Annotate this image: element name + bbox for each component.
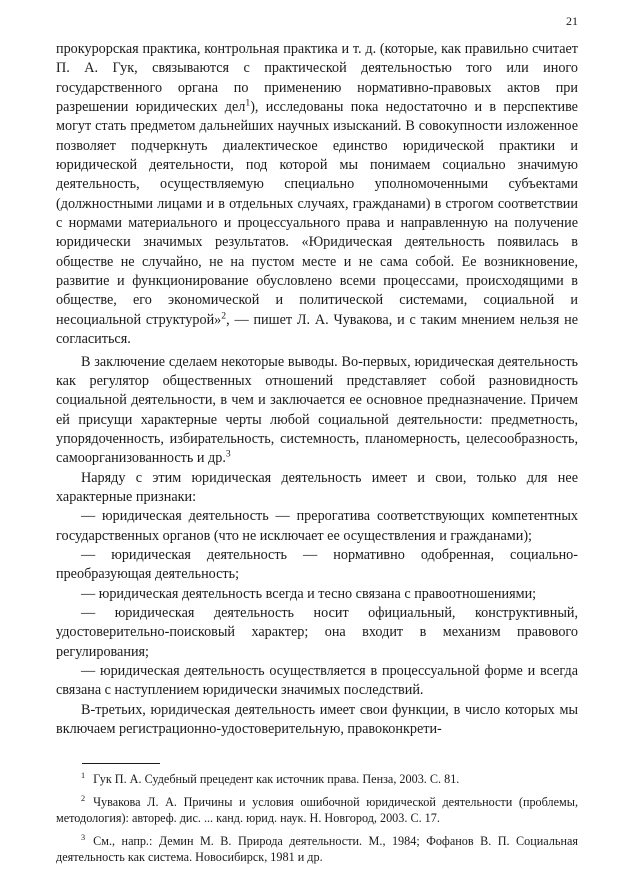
paragraph-text: прокурорская практика, контрольная практика и т. д. (которые, как правильно считает П. А. Гук, связываются с практической деятельностью того или иного государственного органа по применению нормативно-правовых актов при разрешении юридических дел bbox=[56, 41, 578, 116]
footnote-ref[interactable]: 3 bbox=[225, 448, 231, 460]
footnote-ref[interactable]: 2 bbox=[221, 310, 227, 322]
list-item: — юридическая деятельность — прерогатива соответствующих компетентных государственных органов (что не исключает ее осуществления и гражданами); bbox=[56, 508, 578, 544]
footnote bbox=[56, 794, 578, 827]
paragraph-text: , — пишет Л. А. Чувакова, и с таким мнением нельзя не согласиться. bbox=[56, 311, 578, 348]
paragraph-text: В заключение сделаем некоторые выводы. Во-первых, юридическая деятельность как регулятор общественных отношений представляет собой разновидность социальной деятельности, в чем и заключается ее основное предназначение. Причем ей присущи характерные черты любой социальной деятельности: предметность, упорядоченность, избирательность, системность, планомерность, целесообразность, самоорганизованность и др. bbox=[56, 353, 578, 467]
paragraph bbox=[56, 40, 578, 350]
list-item: — юридическая деятельность всегда и тесно связана с правоотношениями; bbox=[81, 585, 537, 602]
footnote-text: См., напр.: Демин М. В. Природа деятельности. М., 1984; Фофанов В. П. Социальная деятельность как система. Новосибирск, 1981 и др. bbox=[56, 833, 578, 865]
footnote bbox=[56, 833, 578, 866]
footnote bbox=[56, 771, 578, 788]
footnote-separator bbox=[82, 763, 160, 764]
paragraph bbox=[56, 353, 578, 469]
list-item: — юридическая деятельность осуществляется в процессуальной форме и всегда связана с наступлением юридически значимых последствий. bbox=[56, 663, 578, 699]
paragraph: В-третьих, юридическая деятельность имеет свои функции, в число которых мы включаем регистрационно-удостоверительную, правоконкрети- bbox=[56, 701, 578, 738]
footnotes bbox=[56, 771, 578, 872]
list-item: — юридическая деятельность — нормативно одобренная, социально-преобразующая деятельность; bbox=[56, 546, 578, 583]
list-item: — юридическая деятельность носит официальный, конструктивный, удостоверительно-поисковый характер; она входит в механизм правового регулирования; bbox=[56, 604, 578, 660]
footnote-text: Гук П. А. Судебный прецедент как источник права. Пенза, 2003. С. 81. bbox=[93, 772, 460, 786]
paragraph: Наряду с этим юридическая деятельность имеет и свои, только для нее характерные признаки: bbox=[56, 469, 578, 505]
page-number: 21 bbox=[566, 14, 578, 28]
main-text bbox=[56, 40, 578, 739]
footnote-mark: 2 bbox=[81, 794, 86, 804]
footnote-mark: 1 bbox=[81, 771, 86, 781]
paragraph-text: ), исследованы пока недостаточно и в перспективе могут стать предметом дальнейших научных изысканий. В совокупности изложенное позволяет подчеркнуть диалектическое единство юридической практики и юридической деятельности, под которой мы понимаем социально значимую деятельность, осуществляемую специально уполномоченными субъектами (должностными лицами и в отдельных случаях, гражданами) в строгом соответствии с нормами материального и процессуального права и направленную на получение юридически значимых результатов. «Юридическая деятельность появилась в обществе не случайно, не на пустом месте и не сама собой. Ее возникновение, развитие и функционирование обусловлено всеми процессами, происходящими в обществе, его экономической и политической системами, социальной и несоциальной структурой» bbox=[56, 99, 578, 328]
footnote-ref[interactable]: 1 bbox=[245, 97, 251, 109]
footnote-text: Чувакова Л. А. Причины и условия ошибочной юридической деятельности (проблемы, методология): автореф. дис. ... канд. юрид. наук. Н. Новгород, 2003. С. 17. bbox=[56, 794, 578, 826]
footnote-mark: 3 bbox=[81, 833, 86, 843]
